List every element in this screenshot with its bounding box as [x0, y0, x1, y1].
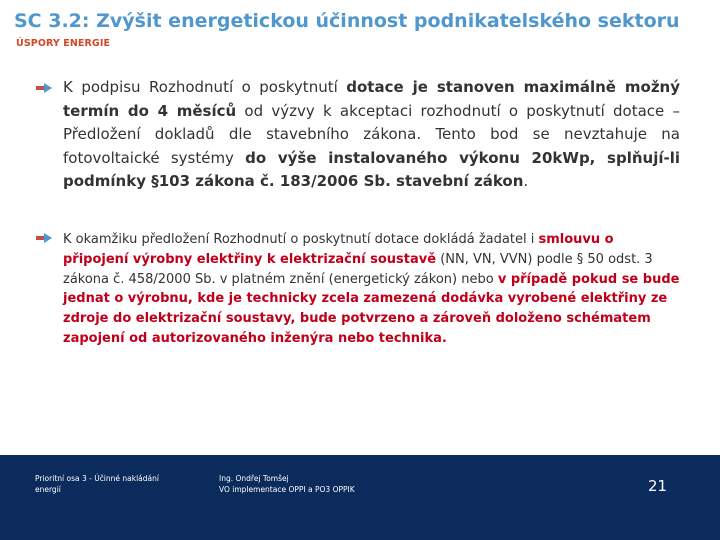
arrow-bullet-icon — [36, 83, 52, 93]
bullet-paragraph-2 — [63, 230, 683, 349]
slide-subtitle: ÚSPORY ENERGIE — [16, 38, 111, 49]
emphasis-segment: do výše instalovaného výkonu 20kWp, splňují-li podmínky §103 zákona č. 183/2006 Sb. stavební zákon — [63, 148, 681, 191]
text-segment: K podpisu Rozhodnutí o poskytnutí — [63, 78, 347, 96]
footer-priority-axis — [35, 473, 159, 495]
bullet-paragraph-1 — [63, 76, 680, 194]
text-segment: . — [523, 172, 529, 191]
slide-title: SC 3.2: Zvýšit energetickou účinnost podnikatelského sektoru — [14, 10, 680, 32]
text-segment: K okamžiku předložení Rozhodnutí o poskytnutí dotace dokládá žadatel i — [63, 232, 539, 247]
emphasis-segment: smlouvu o připojení výrobny elektřiny k elektrizační soustavě — [63, 232, 614, 267]
footer-left-line-2: energií — [35, 485, 61, 494]
footer-mid-line-1: Ing. Ondřej Tomšej — [219, 474, 289, 483]
arrow-bullet-icon — [36, 233, 52, 243]
text-segment: od výzvy k akceptaci rozhodnutí o poskytnutí dotace – Předložení dokladů dle stavebního zákona. Tento bod se nevztahuje na fotovoltaické systémy — [63, 101, 680, 167]
text-segment: (NN, VN, VVN) podle § 50 odst. 3 zákona č. 458/2000 Sb. v platném znění (energetický zákon) nebo — [63, 251, 653, 287]
footer-bar — [0, 455, 720, 540]
page-number: 21 — [648, 477, 668, 495]
emphasis-segment: dotace je stanoven maximálně možný termín do 4 měsíců — [63, 78, 681, 120]
footer-mid-line-2: VO implementace OPPI a PO3 OPPIK — [219, 485, 355, 494]
footer-author — [219, 473, 355, 495]
emphasis-segment: v případě pokud se bude jednat o výrobnu, kde je technicky zcela zamezená dodávka vyrobené elektřiny ze zdroje do elektrizační soustavy, bude potvrzeno a zároveň doloženo schématem zapojení od autorizovaného inženýra nebo technika. — [63, 271, 680, 346]
footer-left-line-1: Prioritní osa 3 - Účinné nakládání — [35, 474, 159, 483]
